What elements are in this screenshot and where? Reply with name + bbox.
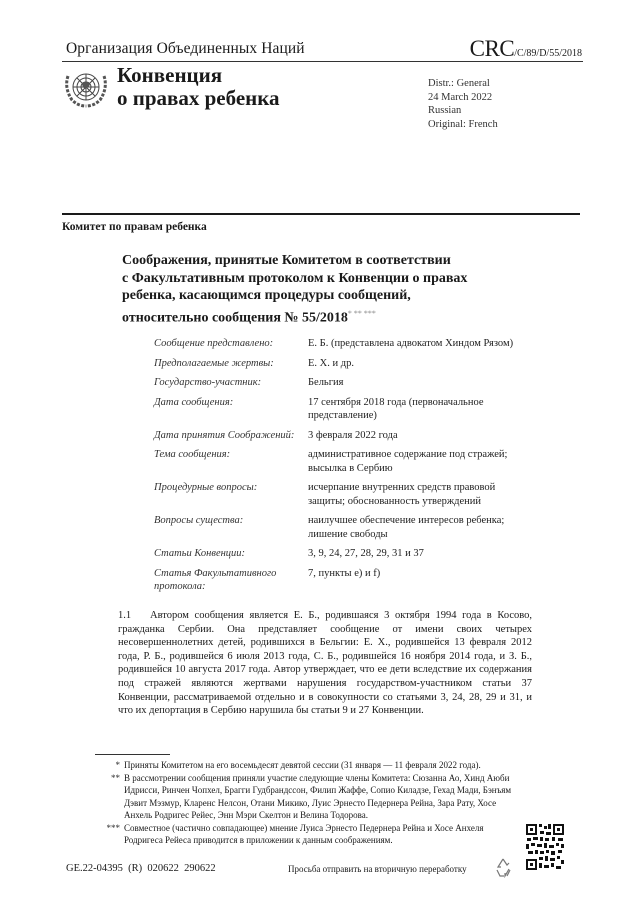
footnote — [100, 759, 515, 772]
job-number: GE.22-04395 (R) 020622 290622 — [66, 863, 216, 874]
section-rule — [62, 213, 580, 215]
symbol-main: CRC — [469, 36, 515, 61]
recycle-icon — [493, 856, 513, 878]
footnotes — [100, 759, 515, 847]
summary-row — [154, 429, 534, 443]
summary-value: 7, пункты e) и f) — [308, 567, 381, 579]
footnote-mark: *** — [106, 822, 120, 833]
footnote-mark: ** — [111, 772, 120, 783]
summary-label: Тема сообщения: — [154, 449, 231, 460]
summary-value: 17 сентября 2018 года (первоначальное представление) — [308, 396, 484, 421]
convention-title — [117, 64, 280, 110]
summary-row — [154, 514, 534, 541]
summary-label: Статья Факультативного протокола: — [154, 567, 277, 592]
recycle-text: Просьба отправить на вторичную переработку — [288, 864, 467, 874]
issue-date: 24 March 2022 — [428, 91, 493, 103]
footnote-mark: * — [115, 760, 120, 770]
summary-value: 3, 9, 24, 27, 28, 29, 31 и 37 — [308, 548, 424, 559]
convention-title-line2: о правах ребенка — [117, 86, 280, 110]
document-symbol — [470, 36, 582, 62]
summary-value: наилучшее обеспечение интересов ребенка; лишение свободы — [308, 515, 505, 540]
summary-label: Дата принятия Соображений: — [154, 429, 295, 441]
footnote-text: В рассмотрении сообщения приняли участие следующие члены Комитета: Сюзанна Ао, Хинд Аюби Идрисси, Ринчен Чопхел, Брагги Гудбрандссон, Филип Жаффе, Сопио Киладзе, Гехад Мади, Бэнъям Дэвит Мэзмур, Кларенс Нелсон, Отани Микико, Луис Эрнесто Педернера Рейна, Зара Рату, Хосе Анхель Родригес Рейес, Энн Мэри Скелтон и Велина Тодорова. — [124, 772, 512, 820]
summary-label: Процедурные вопросы: — [154, 482, 258, 493]
summary-label: Дата сообщения: — [154, 396, 234, 408]
distribution-block — [428, 77, 498, 131]
distribution: Distr.: General — [428, 78, 490, 89]
summary-value: исчерпание внутренних средств правовой защиты; обоснованность утверждений — [308, 482, 496, 507]
title-line: относительно сообщения № 55/2018 — [122, 310, 348, 326]
summary-value: Бельгия — [308, 377, 344, 388]
footnote-rule — [95, 754, 170, 755]
title-line: Соображения, принятые Комитетом в соответствии — [122, 253, 451, 268]
un-emblem-icon — [62, 66, 110, 110]
summary-row — [154, 567, 534, 594]
summary-row — [154, 357, 534, 371]
summary-label: Предполагаемые жертвы: — [154, 357, 274, 369]
title-line: с Факультативным протоколом к Конвенции о правах — [122, 270, 468, 286]
summary-row — [154, 376, 534, 390]
organization-name: Организация Объединенных Наций — [66, 40, 305, 57]
summary-value: административное содержание под стражей; высылка в Сербию — [308, 449, 508, 474]
symbol-suffix: /C/89/D/55/2018 — [514, 48, 582, 59]
summary-row — [154, 547, 534, 561]
footnote — [100, 822, 515, 847]
footnote — [100, 772, 515, 822]
summary-row — [154, 448, 534, 475]
footnote-text: Приняты Комитетом на его восемьдесят девятой сессии (31 января — 11 февраля 2022 года). — [124, 760, 481, 770]
paragraph-text: Автором сообщения является Е. Б., родившаяся 3 октября 1994 года в Косово, гражданка Сербии. Она представляет сообщение от имени своих четырех несовершеннолетних детей, родившихся в Бельгии: Е. Х., родившейся 13 февраля 2012 года, Р. Б., родившейся 6 июля 2013 года, С. Б., родившейся 16 ноября 2014 года, и З. Б., родившейся 10 августа 2017 года. Автор утверждает, что ее дети вследствие их содержания под стражей являются жертвами нарушения государством-участником статьи 37 Конвенции, рассматриваемой отдельно и в совокупности со статьями 3, 24, 28, 29 и 31, и что их депортация в Сербию нарушила бы статьи 9 и 27 Конвенции. — [118, 610, 532, 717]
summary-value: Е. Б. (представлена адвокатом Хиндом Рязом) — [308, 338, 514, 349]
footnote-text: Совместное (частично совпадающее) мнение Луиса Эрнесто Педернера Рейна и Хосе Анхеля Родригеса Рейеса приводится в приложении к данным соображениям. — [124, 822, 484, 845]
paragraph-number: 1.1 — [118, 610, 132, 621]
summary-table — [154, 337, 534, 600]
document-title — [122, 252, 467, 327]
footnote-marks[interactable]: * ** *** — [347, 308, 376, 318]
summary-label: Статьи Конвенции: — [154, 548, 246, 559]
qr-code-icon[interactable] — [525, 822, 565, 872]
summary-row — [154, 481, 534, 508]
original-language: Original: French — [428, 118, 498, 130]
summary-label: Вопросы существа: — [154, 515, 244, 526]
committee-name: Комитет по правам ребенка — [62, 221, 207, 233]
language: Russian — [428, 105, 462, 116]
convention-title-line1: Конвенция — [117, 63, 223, 87]
summary-label: Сообщение представлено: — [154, 338, 274, 349]
summary-label: Государство-участник: — [154, 377, 262, 388]
summary-row — [154, 337, 534, 351]
summary-value: Е. Х. и др. — [308, 357, 354, 369]
title-line: ребенка, касающимся процедуры сообщений, — [122, 288, 411, 303]
header-rule — [62, 61, 583, 62]
summary-value: 3 февраля 2022 года — [308, 429, 398, 441]
paragraph-1-1 — [118, 609, 532, 718]
summary-row — [154, 396, 534, 423]
